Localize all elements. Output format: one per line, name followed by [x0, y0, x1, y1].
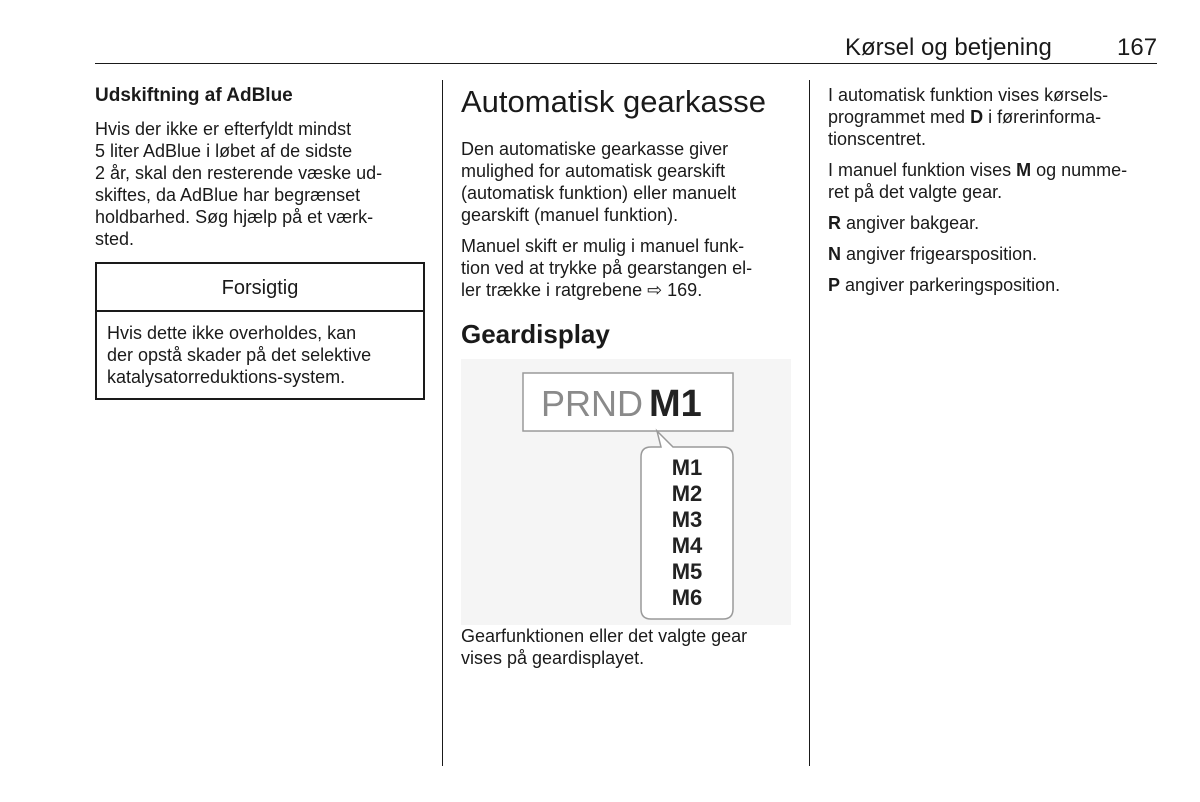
gearbox-paragraph-1 [461, 138, 791, 226]
gear-m3-text: M3 [671, 507, 703, 532]
automatic-gearbox-heading: Automatisk gearkasse [461, 84, 766, 119]
drive-letter: D [970, 107, 984, 127]
text-line: programmet med [828, 107, 966, 127]
gear-def-text: angiver parkeringsposition. [845, 275, 1061, 295]
gear-def-neutral [828, 243, 1158, 265]
text-line: (automatisk funktion) eller manuelt [461, 183, 737, 203]
gear-def-text: angiver bakgear. [846, 213, 980, 233]
manual-letter: M [1016, 160, 1032, 180]
text-line: og numme- [1036, 160, 1128, 180]
column-3 [828, 84, 1158, 305]
text-line: der opstå skader på det selektive [107, 345, 372, 365]
gear-m4-text: M4 [671, 533, 703, 558]
gear-letter: N [828, 244, 841, 264]
adblue-paragraph [95, 118, 425, 250]
text-line: Gearfunktionen eller det valgte gear [461, 626, 748, 646]
text-line: i førerinforma- [988, 107, 1102, 127]
automatic-mode-paragraph [828, 84, 1158, 150]
caution-text [97, 312, 423, 398]
figure-caption [461, 625, 791, 669]
column-2 [461, 84, 791, 678]
adblue-subheading: Udskiftning af AdBlue [95, 85, 293, 106]
geardisplay-figure [461, 359, 791, 625]
page-number: 167 [1117, 34, 1158, 61]
text-line: I manuel funktion vises [828, 160, 1012, 180]
text-line: mulighed for automatisk gearskift [461, 161, 726, 181]
text-line: sted. [95, 229, 135, 249]
text-line: Den automatiske gearkasse giver [461, 139, 729, 159]
display-prefix-text: PRND [541, 383, 644, 424]
text-line: tionscentret. [828, 129, 927, 149]
text-line: 5 liter AdBlue i løbet af de sidste [95, 141, 353, 161]
display-selected-text: M1 [649, 383, 702, 425]
column-divider-right [809, 80, 810, 766]
gear-letter: P [828, 275, 841, 295]
geardisplay-illustration [461, 359, 791, 625]
manual-mode-paragraph [828, 159, 1158, 203]
gear-m1-text: M1 [671, 455, 703, 480]
text-line: vises på geardisplayet. [461, 648, 645, 668]
caution-box [95, 262, 425, 400]
text-line: Hvis der ikke er efterfyldt mindst [95, 119, 352, 139]
header-divider [95, 63, 1157, 64]
gear-m2-text: M2 [671, 481, 703, 506]
caution-title: Forsigtig [97, 264, 423, 312]
gear-m5-text: M5 [671, 559, 703, 584]
column-divider-left [442, 80, 443, 766]
text-line: gearskift (manuel funktion). [461, 205, 679, 225]
column-1 [95, 84, 425, 400]
section-title: Kørsel og betjening [845, 34, 1052, 61]
gearbox-paragraph-2 [461, 235, 791, 301]
text-line: Hvis dette ikke overholdes, kan [107, 323, 357, 343]
text-line: tion ved at trykke på gearstangen el- [461, 258, 753, 278]
gear-letter: R [828, 213, 841, 233]
text-line: ler trække i ratgrebene ⇨ 169. [461, 280, 703, 300]
text-line: 2 år, skal den resterende væske ud- [95, 163, 383, 183]
text-line: holdbarhed. Søg hjælp på et værk- [95, 207, 374, 227]
text-line: Manuel skift er mulig i manuel funk- [461, 236, 745, 256]
gear-def-park [828, 274, 1158, 296]
gear-def-reverse [828, 212, 1158, 234]
gear-def-text: angiver frigearsposition. [846, 244, 1038, 264]
text-line: skiftes, da AdBlue har begrænset [95, 185, 361, 205]
geardisplay-heading: Geardisplay [461, 319, 610, 349]
text-line: katalysatorreduktions-system. [107, 367, 346, 387]
text-line: I automatisk funktion vises kørsels- [828, 85, 1109, 105]
gear-m6-text: M6 [671, 585, 703, 610]
text-line: ret på det valgte gear. [828, 182, 1003, 202]
